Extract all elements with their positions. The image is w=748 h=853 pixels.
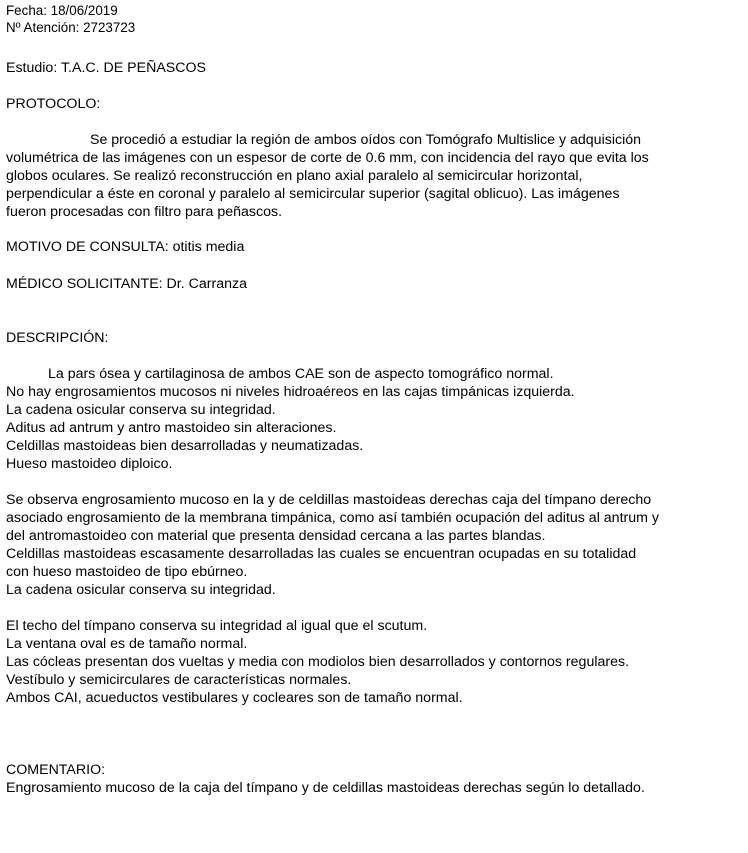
descripcion-line: Hueso mastoideo diploico. bbox=[6, 456, 173, 472]
medico-solicitante: MÉDICO SOLICITANTE: Dr. Carranza bbox=[6, 276, 247, 292]
descripcion-line: El techo del tímpano conserva su integridad al igual que el scutum. bbox=[6, 618, 428, 634]
descripcion-line: Ambos CAI, acueductos vestibulares y cocleares son de tamaño normal. bbox=[6, 690, 463, 706]
descripcion-line: del antromastoideo con material que presenta densidad cercana a las partes blandas. bbox=[6, 528, 546, 544]
motivo-consulta: MOTIVO DE CONSULTA: otitis media bbox=[6, 239, 245, 255]
comentario-text: Engrosamiento mucoso de la caja del tímpano y de celdillas mastoideas derechas según lo detallado. bbox=[6, 780, 645, 796]
protocolo-line: perpendicular a éste en coronal y paralelo al semicircular superior (sagital oblicuo). Las imágenes bbox=[6, 186, 620, 202]
protocolo-heading: PROTOCOLO: bbox=[6, 96, 101, 112]
descripcion-line: La cadena osicular conserva su integridad. bbox=[6, 582, 276, 598]
descripcion-line: Celdillas mastoideas bien desarrolladas y neumatizadas. bbox=[6, 438, 364, 454]
fecha: Fecha: 18/06/2019 bbox=[6, 3, 118, 18]
descripcion-line: La cadena osicular conserva su integridad. bbox=[6, 402, 276, 418]
descripcion-line: Vestíbulo y semicirculares de características normales. bbox=[6, 672, 352, 688]
descripcion-heading: DESCRIPCIÓN: bbox=[6, 330, 109, 346]
comentario-heading: COMENTARIO: bbox=[6, 762, 106, 778]
numero-atencion: Nº Atención: 2723723 bbox=[6, 20, 136, 35]
estudio: Estudio: T.A.C. DE PEÑASCOS bbox=[6, 60, 207, 76]
descripcion-line: Se observa engrosamiento mucoso en la y de celdillas mastoideas derechas caja del tímpano derecho bbox=[6, 492, 652, 508]
descripcion-line: La ventana oval es de tamaño normal. bbox=[6, 636, 248, 652]
protocolo-line: Se procedió a estudiar la región de ambos oídos con Tomógrafo Multislice y adquisición bbox=[90, 132, 641, 148]
protocolo-line: volumétrica de las imágenes con un espesor de corte de 0.6 mm, con incidencia del rayo que evita los bbox=[6, 150, 649, 166]
descripcion-line: La pars ósea y cartilaginosa de ambos CAE son de aspecto tomográfico normal. bbox=[48, 366, 554, 382]
protocolo-line: fueron procesadas con filtro para peñascos. bbox=[6, 204, 283, 220]
descripcion-line: Aditus ad antrum y antro mastoideo sin alteraciones. bbox=[6, 420, 337, 436]
descripcion-line: con hueso mastoideo de tipo ebúrneo. bbox=[6, 564, 248, 580]
descripcion-line: Las cócleas presentan dos vueltas y media con modiolos bien desarrollados y contornos regulares. bbox=[6, 654, 630, 670]
descripcion-line: asociado engrosamiento de la membrana timpánica, como así también ocupación del aditus al antrum y bbox=[6, 510, 659, 526]
descripcion-line: Celdillas mastoideas escasamente desarrolladas las cuales se encuentran ocupadas en su totalidad bbox=[6, 546, 637, 562]
protocolo-line: globos oculares. Se realizó reconstrucción en plano axial paralelo al semicircular horizontal, bbox=[6, 168, 583, 184]
descripcion-line: No hay engrosamientos mucosos ni niveles hidroaéreos en las cajas timpánicas izquierda. bbox=[6, 384, 575, 400]
